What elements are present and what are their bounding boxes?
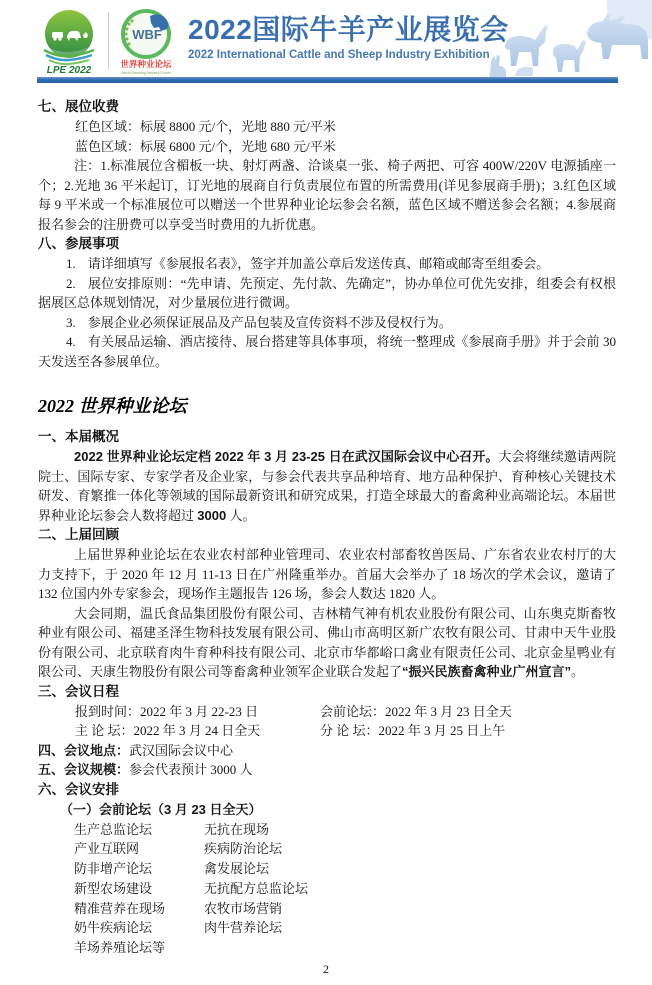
exhibit-item-2 — [38, 274, 616, 313]
forum-item: 禽发展论坛 — [204, 861, 270, 877]
page-title: 2022国际牛羊产业展览会 — [188, 14, 509, 45]
overview-lead-bold: 2022 世界种业论坛定档 2022 年 3 月 23-25 日在武汉国际会议中心召开。 — [74, 449, 499, 464]
item-text: 展位安排原则：“先申请、先预定、先付款、先确定”，协办单位可优先安排，组委会有权根据展区总体规划情况，对少量展位进行微调。 — [38, 275, 616, 310]
scale-label: 五、会议规模： — [38, 762, 130, 777]
forum-list-row — [38, 938, 616, 958]
venue-value: 武汉国际会议中心 — [129, 742, 234, 758]
review-para2-tail: 。 — [571, 664, 585, 679]
review-para2-text: 大会同期，温氏食品集团股份有限公司、吉林精气神有机农业股份有限公司、山东奥克斯畜牧种业有限公司、福建圣泽生物科技发展有限公司、佛山市高明区新广农牧有限公司、甘肃中天牛业股份有限公司、北京联育肉牛育种科技有限公司、北京市华都峪口禽业有限责任公司、北京金星鸭业有限公司、天康生物股份有限公司等畜禽种业领军企业联合发起了 — [38, 605, 616, 679]
forum-item: 精准营养在现场 — [74, 900, 166, 916]
venue-line — [38, 741, 616, 761]
overview-body: 大会将继续邀请两院院士、国际专家、专家学者及企业家，与参会代表共享品种培育、地方品种保护、育种核心关键技术研发、育繁推一体化等领域的国际最新资讯和研究成果，打造全球最大的畜禽种业高端论坛。本届世界种业论坛参会人数将超过 — [38, 449, 616, 523]
exhibit-item-4 — [38, 332, 616, 371]
header-divider-bar — [37, 77, 618, 83]
page-number: 2 — [323, 962, 329, 976]
wbf-logo-abbr: WBF — [132, 27, 162, 42]
forum-item: 肉牛营养论坛 — [204, 920, 283, 936]
forum-list-row — [38, 918, 616, 938]
forum-item: 防非增产论坛 — [74, 861, 153, 877]
schedule-mainforum: 主 论 坛：2022 年 3 月 24 日全天 — [75, 723, 261, 738]
venue-label: 四、会议地点： — [38, 742, 130, 758]
forum-item: 疾病防治论坛 — [204, 841, 283, 857]
section-heading-booth-fees: 七、展位收费 — [38, 99, 119, 114]
page-subtitle: 2022 International Cattle and Sheep Industry Exhibition — [188, 49, 490, 61]
wbf-logo-icon — [117, 8, 175, 76]
section-heading-arrangement: 六、会议安排 — [38, 781, 119, 797]
overview-tail: 人。 — [226, 507, 256, 523]
item-text: 参展企业必须保证展品及产品包装及宣传资料不涉及侵权行为。 — [87, 314, 452, 330]
section-heading-schedule: 三、会议日程 — [38, 683, 119, 699]
document-body — [0, 84, 652, 958]
livestock-silhouettes-icon — [487, 0, 652, 78]
item-number: 4. — [66, 334, 76, 349]
review-paragraph-1: 上届世界种业论坛在农业农村部种业管理司、农业农村部畜牧兽医局、广东省农业农村厅的大力支持下，于 2020 年 12 月 11-13 日在广州隆重举办。首届大会举办了 18 场次的学术会议，邀请了 132 位国内外专家参会，现场作主题报告 126 场，参会人数达 1820 人。 — [38, 547, 616, 601]
exhibit-item-1 — [38, 254, 616, 274]
logo-divider — [108, 12, 109, 70]
section-heading-review: 二、上届回顾 — [38, 527, 119, 542]
lpe-logo-label: LPE 2022 — [46, 65, 92, 76]
item-number: 1. — [66, 256, 76, 271]
schedule-preforum: 会前论坛：2022 年 3 月 23 日全天 — [320, 703, 512, 719]
schedule-row-2 — [38, 721, 616, 741]
fee-line-blue-zone: 蓝色区域：标展 6800 元/个，光地 680 元/平米 — [75, 138, 336, 154]
forum-item: 羊场养殖论坛等 — [74, 940, 166, 956]
schedule-subforum: 分 论 坛：2022 年 3 月 25 日上午 — [320, 723, 506, 738]
forum-list-row — [38, 879, 616, 899]
forum-section-title: 2022 世界种业论坛 — [38, 396, 187, 416]
header-logos — [38, 8, 175, 76]
preforum-subheading: （一）会前论坛（3 月 23 日全天） — [60, 801, 262, 817]
scale-line — [38, 760, 616, 780]
wbf-logo-name-cn: 世界种业论坛 — [120, 59, 172, 69]
forum-list-row — [38, 899, 616, 919]
header-title-block — [188, 13, 509, 63]
forum-item: 产业互联网 — [74, 841, 140, 857]
forum-item: 奶牛疾病论坛 — [74, 920, 153, 936]
forum-list-row — [38, 859, 616, 879]
item-number: 3. — [66, 314, 76, 330]
booth-fees-note: 注：1.标准展位含楣板一块、射灯两盏、洽谈桌一张、椅子两把、可容 400W/220V 电源插座一个；2.光地 36 平米起订，订光地的展商自行负责展位布置的所需费用(详见参展商手册)；3.红色区域每 9 平米或一个标准展位可以赠送一个世界种业论坛参会名额，蓝色区域不赠送参会名额；4.参展商报名参会的注册费可以享受当时费用的九折优惠。 — [38, 158, 616, 232]
page-header — [0, 0, 652, 84]
schedule-checkin: 报到时间：2022 年 3 月 22-23 日 — [75, 703, 259, 719]
fee-line-red-zone: 红色区域：标展 8800 元/个，光地 880 元/平米 — [75, 119, 336, 134]
forum-item: 生产总监论坛 — [74, 821, 153, 837]
review-declaration-bold: “振兴民族畜禽种业广州宣言” — [402, 664, 572, 679]
forum-item: 无抗在现场 — [204, 821, 270, 837]
section-heading-overview: 一、本届概况 — [38, 429, 119, 444]
forum-item: 无抗配方总监论坛 — [204, 880, 309, 896]
item-text: 有关展品运输、酒店接待、展台搭建等具体事项，将统一整理成《参展商手册》并于会前 30 天发送至各参展单位。 — [38, 334, 616, 369]
section-heading-exhibit-matters: 八、参展事项 — [38, 236, 119, 251]
forum-item: 新型农场建设 — [74, 880, 153, 896]
item-text: 请详细填写《参展报名表》，签字并加盖公章后发送传真、邮箱或邮寄至组委会。 — [87, 256, 550, 271]
review-paragraph-2 — [38, 604, 616, 682]
item-number: 2. — [66, 275, 76, 291]
lpe-2022-logo-icon — [38, 8, 100, 76]
forum-list-row — [38, 839, 616, 859]
wbf-logo-name-en: World Breeding Industry Forum — [121, 71, 171, 75]
scale-value: 参会代表预计 3000 人 — [129, 762, 253, 777]
exhibit-item-3 — [38, 313, 616, 333]
overview-paragraph — [38, 447, 616, 525]
schedule-row-1 — [38, 702, 616, 722]
forum-item: 农牧市场营销 — [204, 900, 283, 916]
overview-attendees-bold: 3000 — [197, 507, 227, 523]
forum-list-row — [38, 820, 616, 840]
